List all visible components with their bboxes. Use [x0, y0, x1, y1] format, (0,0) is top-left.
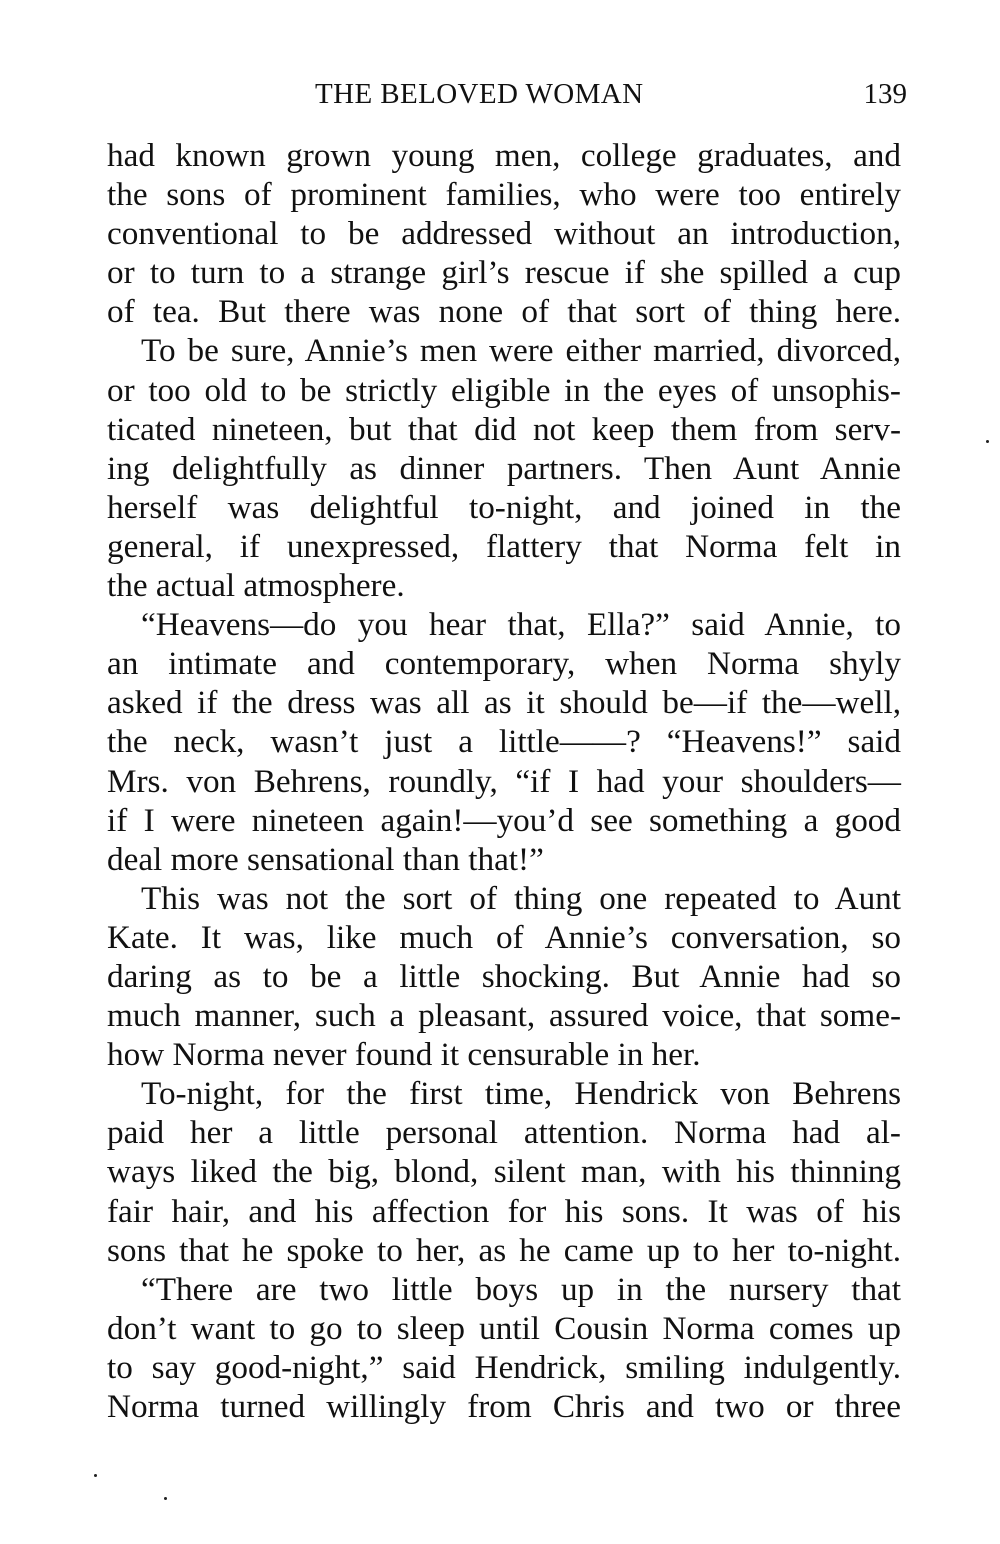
text-line: sons that he spoke to her, as he came up to her to-night.: [107, 1231, 901, 1269]
paragraph-start-line: “There are two little boys up in the nursery that: [141, 1270, 901, 1308]
text-line: had known grown young men, college graduates, and: [107, 137, 901, 174]
body-text: [107, 136, 901, 1426]
scan-speck: [986, 440, 989, 443]
paragraph-end-line: how Norma never found it censurable in her.: [107, 1036, 701, 1074]
paragraph-start-line: This was not the sort of thing one repeated to Aunt: [141, 879, 901, 917]
paragraph-end-line: the actual atmosphere.: [107, 567, 405, 605]
text-line: the sons of prominent families, who were too entirely: [107, 176, 901, 214]
page-number: 139: [863, 78, 907, 110]
text-line: ing delightfully as dinner partners. Then Aunt Annie: [107, 449, 901, 487]
text-line: an intimate and contemporary, when Norma shyly: [107, 645, 901, 683]
scan-speck: [164, 1497, 167, 1500]
paragraph-start-line: To be sure, Annie’s men were either married, divorced,: [141, 332, 901, 370]
text-line: or to turn to a strange girl’s rescue if she spilled a cup: [107, 254, 901, 292]
text-line: much manner, such a pleasant, assured voice, that some-: [107, 997, 901, 1035]
scan-speck: [94, 1474, 97, 1477]
text-line: Norma turned willingly from Chris and two or three: [107, 1388, 901, 1425]
text-line: of tea. But there was none of that sort of thing here.: [107, 293, 901, 331]
text-line: if I were nineteen again!—you’d see something a good: [107, 801, 901, 839]
text-line: ways liked the big, blond, silent man, with his thinning: [107, 1153, 901, 1191]
running-title: THE BELOVED WOMAN: [315, 78, 644, 110]
text-line: daring as to be a little shocking. But Annie had so: [107, 957, 901, 995]
text-line: don’t want to go to sleep until Cousin Norma comes up: [107, 1309, 901, 1347]
text-line: ticated nineteen, but that did not keep them from serv-: [107, 410, 901, 448]
paragraph-end-line: deal more sensational than that!”: [107, 840, 544, 878]
page-header: [107, 78, 907, 122]
text-line: herself was delightful to-night, and joined in the: [107, 488, 901, 526]
paragraph-start-line: “Heavens—do you hear that, Ella?” said Annie, to: [141, 606, 901, 644]
text-line: general, if unexpressed, flattery that Norma felt in: [107, 527, 901, 565]
text-line: conventional to be addressed without an introduction,: [107, 215, 901, 253]
text-line: fair hair, and his affection for his sons. It was of his: [107, 1192, 901, 1230]
text-line: to say good-night,” said Hendrick, smiling indulgently.: [107, 1348, 901, 1386]
text-line: Kate. It was, like much of Annie’s conversation, so: [107, 918, 901, 956]
text-line: Mrs. von Behrens, roundly, “if I had your shoulders—: [107, 762, 901, 800]
text-line: paid her a little personal attention. Norma had al-: [107, 1114, 901, 1152]
text-line: asked if the dress was all as it should be—if the—well,: [107, 684, 901, 722]
text-line: the neck, wasn’t just a little——? “Heavens!” said: [107, 723, 901, 761]
text-line: or too old to be strictly eligible in the eyes of unsophis-: [107, 371, 901, 409]
paragraph-start-line: To-night, for the first time, Hendrick von Behrens: [141, 1075, 901, 1113]
